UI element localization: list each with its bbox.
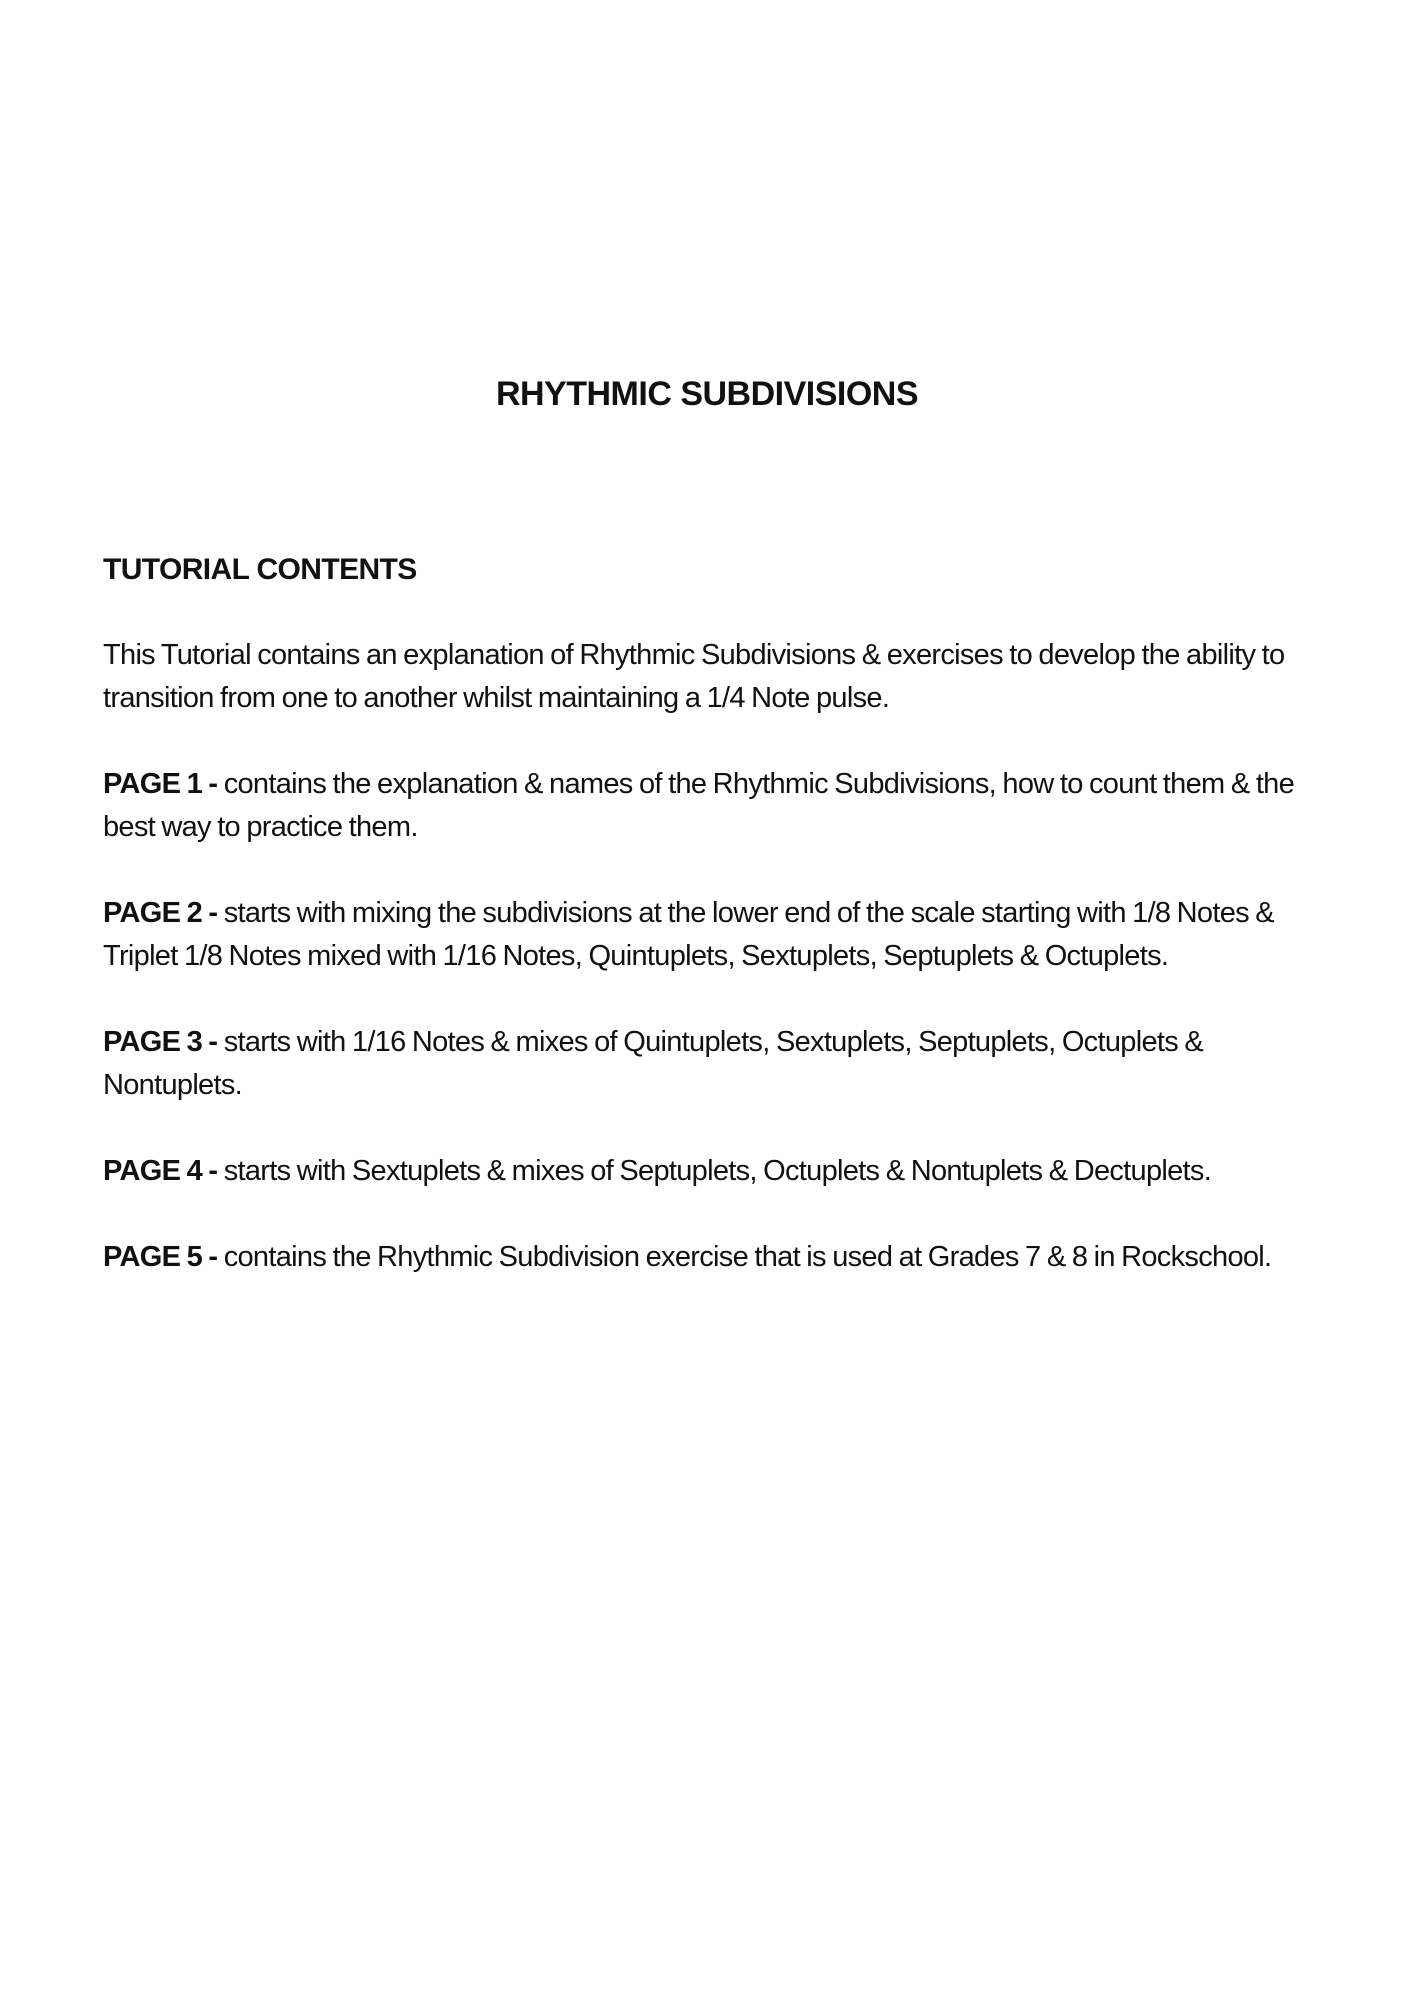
tutorial-contents-section — [103, 548, 1333, 1322]
page-label: PAGE 2 - — [103, 897, 218, 929]
page-label: PAGE 4 - — [103, 1155, 218, 1187]
page-label: PAGE 1 - — [103, 768, 218, 800]
page-description-text: contains the Rhythmic Subdivision exercise that is used at Grades 7 & 8 in Rockschool. — [217, 1241, 1272, 1273]
intro-paragraph: This Tutorial contains an explanation of Rhythmic Subdivisions & exercises to develop the ability to transition from one to another whilst maintaining a 1/4 Note pulse. — [103, 639, 1285, 714]
page-description-text: starts with Sextuplets & mixes of Septuplets, Octuplets & Nontuplets & Dectuplets. — [217, 1155, 1212, 1187]
page-1-description — [103, 763, 1333, 849]
page-3-description — [103, 1021, 1333, 1107]
page-description-text: starts with 1/16 Notes & mixes of Quintuplets, Sextuplets, Septuplets, Octuplets & Nontuplets. — [103, 1026, 1204, 1101]
page-description-text: contains the explanation & names of the Rhythmic Subdivisions, how to count them & the best way to practice them. — [103, 768, 1295, 843]
page-5-description — [103, 1236, 1333, 1279]
page-label: PAGE 3 - — [103, 1026, 218, 1058]
page-4-description — [103, 1150, 1333, 1193]
section-heading: TUTORIAL CONTENTS — [103, 553, 417, 586]
page-label: PAGE 5 - — [103, 1241, 218, 1273]
page-title: RHYTHMIC SUBDIVISIONS — [495, 375, 919, 413]
page-2-description — [103, 892, 1333, 978]
page-description-text: starts with mixing the subdivisions at the lower end of the scale starting with 1/8 Notes & Triplet 1/8 Notes mixed with 1/16 Notes, Quintuplets, Sextuplets, Septuplets & Octuplets. — [103, 897, 1274, 972]
